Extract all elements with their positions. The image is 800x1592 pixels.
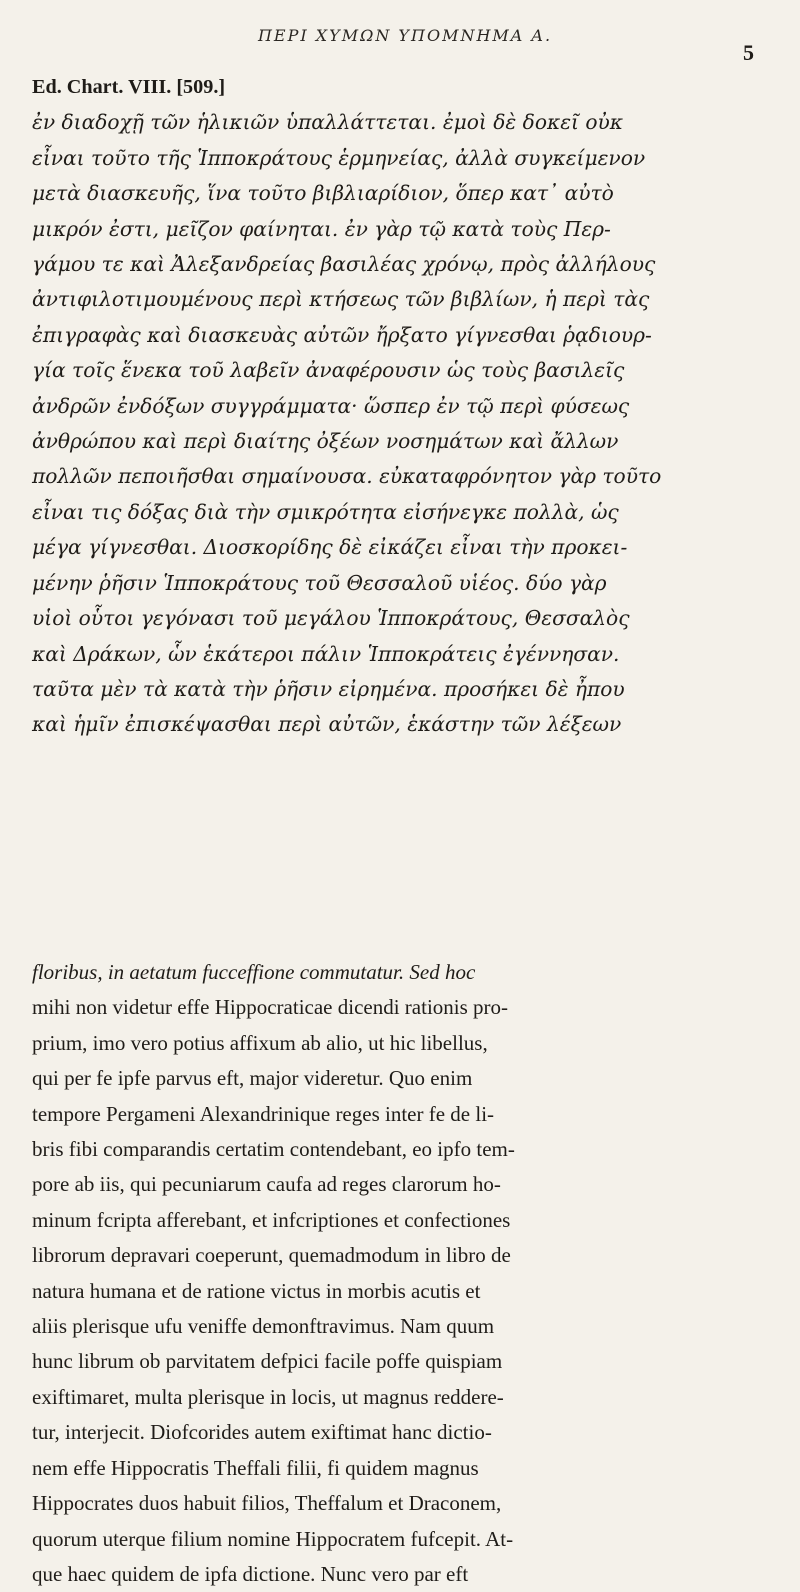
page-number: 5 <box>743 40 754 65</box>
greek-line: γάμου τε καὶ Ἀλεξανδρείας βασιλέας χρόνῳ, πρὸς ἀλλήλους <box>32 252 656 277</box>
greek-line: ταῦτα μὲν τὰ κατὰ τὴν ῥῆσιν εἰρημένα. προσήκει δὲ ἦπου <box>32 676 625 701</box>
greek-line: εἶναι τις δόξας διὰ τὴν σμικρότητα εἰσήνεγκε πολλὰ, ὡς <box>32 499 619 524</box>
latin-text-block <box>32 955 780 1592</box>
greek-line: ἀντιφιλοτιμουμένους περὶ κτήσεως τῶν βιβλίων, ἡ περὶ τὰς <box>32 287 650 312</box>
greek-line: μετὰ διασκευῆς, ἵνα τοῦτο βιβλιαρίδιον, ὅπερ κατ᾽ αὐτὸ <box>32 181 614 206</box>
greek-line: ἀνδρῶν ἐνδόξων συγγράμματα· ὥσπερ ἐν τῷ περὶ φύσεως <box>32 393 630 418</box>
greek-line: μένην ῥῆσιν Ἱπποκράτους τοῦ Θεσσαλοῦ υἱέος. δύο γὰρ <box>32 570 607 595</box>
latin-line: natura humana et de ratione victus in morbis acutis et <box>32 1278 481 1303</box>
greek-line: μικρόν ἐστι, μεῖζον φαίνηται. ἐν γὰρ τῷ κατὰ τοὺς Περ- <box>32 216 611 241</box>
greek-line: καὶ Δράκων, ὧν ἑκάτεροι πάλιν Ἱπποκράτεις ἐγέννησαν. <box>32 641 620 666</box>
latin-line: nem effe Hippocratis Theffali filii, fi quidem magnus <box>32 1455 479 1480</box>
latin-line: pore ab iis, qui pecuniarum caufa ad reges clarorum ho- <box>32 1172 501 1197</box>
greek-line: ἐπιγραφὰς καὶ διασκευὰς αὐτῶν ἤρξατο γίγνεσθαι ῥᾳδιουρ- <box>32 322 652 347</box>
latin-line: qui per fe ipfe parvus eft, major videretur. Quo enim <box>32 1066 473 1091</box>
greek-line: πολλῶν πεποιῆσθαι σημαίνουσα. εὐκαταφρόνητον γὰρ τοῦτο <box>32 464 662 489</box>
greek-line: γία τοῖς ἕνεκα τοῦ λαβεῖν ἀναφέρουσιν ὡς τοὺς βασιλεῖς <box>32 358 625 383</box>
greek-line: καὶ ἡμῖν ἐπισκέψασθαι περὶ αὐτῶν, ἑκάστην τῶν λέξεων <box>32 712 622 737</box>
greek-line: εἶναι τοῦτο τῆς Ἱπποκράτους ἑρμηνείας, ἀλλὰ συγκείμενον <box>32 145 646 170</box>
greek-line: υἱοὶ οὗτοι γεγόνασι τοῦ μεγάλου Ἱπποκράτους, Θεσσαλὸς <box>32 606 630 631</box>
latin-line: Hippocrates duos habuit filios, Theffalum et Draconem, <box>32 1491 502 1516</box>
running-head: ΠΕΡΙ ΧΥΜΩΝ ΥΠΟΜΝΗΜΑ Α. <box>257 26 553 45</box>
latin-line: mihi non videtur effe Hippocraticae dicendi rationis pro- <box>32 995 509 1020</box>
latin-line: aliis plerisque ufu veniffe demonftravimus. Nam quum <box>32 1314 495 1339</box>
greek-line: ἐν διαδοχῇ τῶν ἡλικιῶν ὑπαλλάττεται. ἐμοὶ δὲ δοκεῖ οὐκ <box>32 110 624 135</box>
greek-text-block <box>32 70 780 743</box>
latin-line: minum fcripta afferebant, et infcriptiones et confectiones <box>32 1207 511 1232</box>
latin-line: hunc librum ob parvitatem defpici facile poffe quispiam <box>32 1349 503 1374</box>
latin-line: quorum uterque filium nomine Hippocratem fufcepit. At- <box>32 1526 514 1551</box>
greek-line: ἀνθρώπου καὶ περὶ διαίτης ὀξέων νοσημάτων καὶ ἄλλων <box>32 429 619 454</box>
latin-line: exiftimaret, multa plerisque in locis, ut magnus reddere- <box>32 1384 504 1409</box>
edition-reference: Ed. Chart. VIII. [509.] <box>32 76 226 98</box>
latin-line: bris fibi comparandis certatim contendebant, eo ipfo tem- <box>32 1137 515 1162</box>
latin-line: tempore Pergameni Alexandrinique reges inter fe de li- <box>32 1101 495 1126</box>
latin-line: tur, interjecit. Diofcorides autem exiftimat hanc dictio- <box>32 1420 492 1445</box>
latin-line: prium, imo vero potius affixum ab alio, ut hic libellus, <box>32 1030 488 1055</box>
latin-line: que haec quidem de ipfa dictione. Nunc vero par eft <box>32 1561 469 1586</box>
latin-line: floribus, in aetatum fucceffione commutatur. Sed hoc <box>32 960 476 984</box>
latin-line: librorum depravari coeperunt, quemadmodum in libro de <box>32 1243 511 1268</box>
greek-line: μέγα γίγνεσθαι. Διοσκορίδης δὲ εἰκάζει εἶναι τὴν προκει- <box>32 535 628 560</box>
